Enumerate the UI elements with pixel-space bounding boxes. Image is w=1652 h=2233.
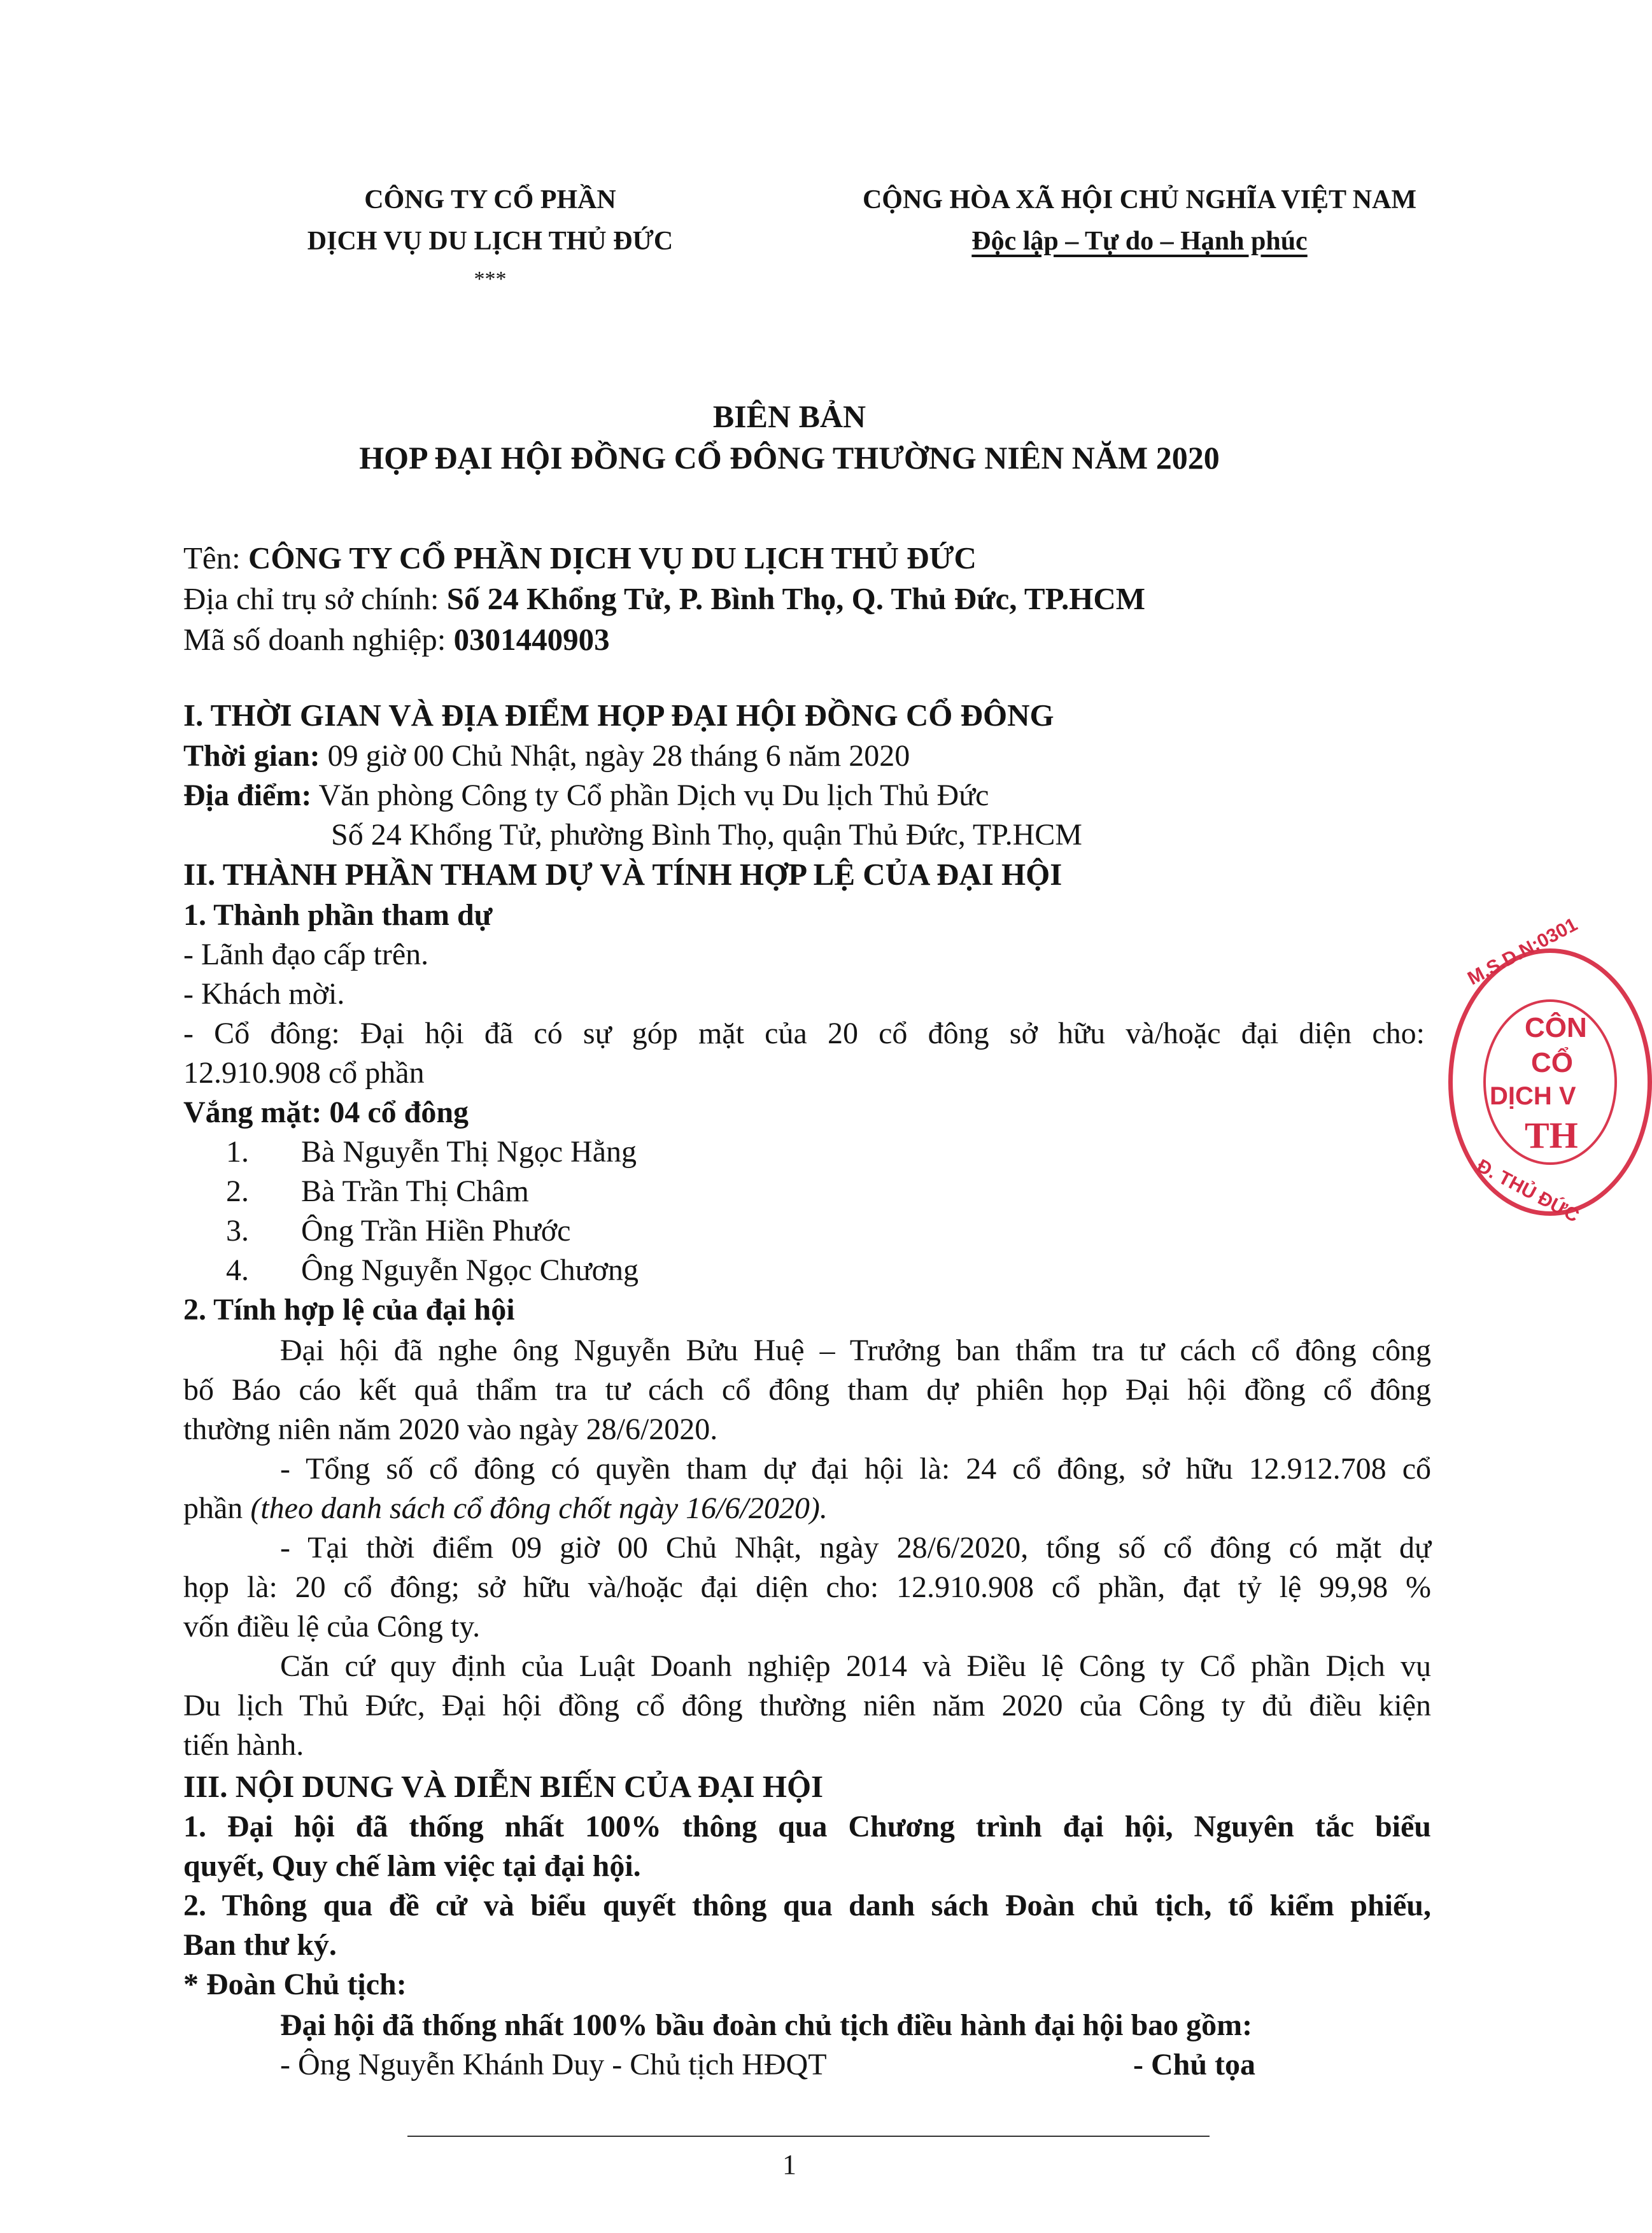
- section1-heading: I. THỜI GIAN VÀ ĐỊA ĐIỂM HỌP ĐẠI HỘI ĐỒNG CỔ ĐÔNG: [183, 698, 1054, 733]
- validity-paragraph-line: thường niên năm 2020 vào ngày 28/6/2020.: [183, 1412, 718, 1446]
- nation-name: CỘNG HÒA XÃ HỘI CHỦ NGHĨA VIỆT NAM: [862, 185, 1417, 215]
- section2-heading: II. THÀNH PHẦN THAM DỰ VÀ TÍNH HỢP LỆ CỦA ĐẠI HỘI: [183, 857, 1063, 892]
- total-shareholders-line2: [183, 1491, 828, 1526]
- company-name-line2: DỊCH VỤ DU LỊCH THỦ ĐỨC: [307, 227, 674, 256]
- presidium-member-role: - Chủ tọa: [1133, 2048, 1256, 2082]
- presidium-heading: * Đoàn Chủ tịch:: [183, 1968, 407, 2001]
- meeting-place-row: [183, 778, 989, 813]
- attendance-ratio-line: - Tại thời điểm 09 giờ 00 Chủ Nhật, ngày 28/6/2020, tổng số cổ đông có mặt dự: [280, 1531, 1431, 1565]
- absent-name: Ông Nguyễn Ngọc Chương: [301, 1253, 639, 1287]
- attendee-shareholders: - Cổ đông: Đại hội đã có sự góp mặt của 20 cổ đông sở hữu và/hoặc đại diện cho:: [183, 1017, 1425, 1050]
- attendee-leaders: - Lãnh đạo cấp trên.: [183, 938, 429, 971]
- meeting-address: Số 24 Khổng Tử, phường Bình Thọ, quận Thủ Đức, TP.HCM: [331, 818, 1082, 852]
- national-motto: Độc lập – Tự do – Hạnh phúc: [971, 227, 1308, 256]
- company-stars: ***: [474, 267, 507, 291]
- shareholder-list-note: (theo danh sách cổ đông chốt ngày 16/6/2020).: [250, 1491, 828, 1525]
- address-value: Số 24 Khổng Tử, P. Bình Thọ, Q. Thủ Đức, TP.HCM: [446, 581, 1146, 616]
- presidium-member: - Ông Nguyễn Khánh Duy - Chủ tịch HĐQT: [280, 2048, 827, 2082]
- election-line: 2. Thông qua đề cử và biểu quyết thông qua danh sách Đoàn chủ tịch, tổ kiểm phiếu,: [183, 1889, 1431, 1922]
- meeting-place-value: Văn phòng Công ty Cổ phần Dịch vụ Du lịch Thủ Đức: [311, 778, 989, 812]
- absent-name: Ông Trần Hiền Phước: [301, 1214, 571, 1248]
- company-name-value: CÔNG TY CỔ PHẦN DỊCH VỤ DU LỊCH THỦ ĐỨC: [248, 540, 977, 575]
- meeting-place-label: Địa điểm:: [183, 778, 312, 812]
- tax-code-value: 0301440903: [453, 622, 610, 657]
- total-shareholders-line: - Tổng số cổ đông có quyền tham dự đại hội là: 24 cổ đông, sở hữu 12.912.708 cổ: [280, 1452, 1431, 1486]
- meeting-time-label: Thời gian:: [183, 739, 320, 773]
- legal-basis-line: Du lịch Thủ Đức, Đại hội đồng cổ đông thường niên năm 2020 của Công ty đủ điều kiện: [183, 1689, 1431, 1722]
- legal-basis-line: tiến hành.: [183, 1728, 304, 1762]
- absent-name: Bà Trần Thị Châm: [301, 1174, 529, 1208]
- section3-heading: III. NỘI DUNG VÀ DIỄN BIẾN CỦA ĐẠI HỘI: [183, 1769, 824, 1804]
- company-name-line1: CÔNG TY CỔ PHẦN: [364, 185, 616, 215]
- seal-text-line: CÔN: [1525, 1012, 1587, 1043]
- footer-divider: [407, 2136, 1210, 2137]
- attendee-guests: - Khách mời.: [183, 977, 345, 1011]
- seal-arc-bottom: Đ. THỦ ĐỨC: [1473, 1155, 1583, 1227]
- absent-num: 4.: [226, 1253, 249, 1287]
- election-line2: Ban thư ký.: [183, 1928, 337, 1962]
- validity-paragraph-line: Đại hội đã nghe ông Nguyễn Bửu Huệ – Trưởng ban thẩm tra tư cách cổ đông công: [280, 1334, 1431, 1367]
- motto-wrapper: [821, 226, 1458, 257]
- agenda-approval-line2: quyết, Quy chế làm việc tại đại hội.: [183, 1849, 641, 1883]
- address-label: Địa chỉ trụ sở chính:: [183, 581, 447, 616]
- page-number: 1: [782, 2149, 796, 2180]
- absent-num: 3.: [226, 1214, 249, 1248]
- seal-arc-top: M.S.D.N:0301: [1464, 913, 1581, 990]
- absent-name: Bà Nguyễn Thị Ngọc Hằng: [301, 1135, 637, 1169]
- meeting-time-row: [183, 738, 910, 773]
- company-name-label: Tên:: [183, 540, 249, 575]
- absent-heading: Vắng mặt: 04 cổ đông: [183, 1095, 469, 1129]
- document-title: BIÊN BẢN: [712, 398, 866, 434]
- tax-code-label: Mã số doanh nghiệp:: [183, 622, 454, 657]
- document-subtitle: HỌP ĐẠI HỘI ĐỒNG CỔ ĐÔNG THƯỜNG NIÊN NĂM 2020: [359, 440, 1220, 475]
- address-row: [183, 581, 1145, 617]
- validity-paragraph-line: bố Báo cáo kết quả thẩm tra tư cách cổ đông tham dự phiên họp Đại hội đồng cổ đông: [183, 1373, 1431, 1407]
- attendance-heading: 1. Thành phần tham dự: [183, 898, 493, 932]
- attendance-ratio-line: vốn điều lệ của Công ty.: [183, 1610, 481, 1644]
- shares-word: phần: [183, 1491, 251, 1525]
- absent-num: 2.: [226, 1174, 249, 1208]
- validity-heading: 2. Tính hợp lệ của đại hội: [183, 1293, 515, 1327]
- absent-num: 1.: [226, 1135, 249, 1169]
- seal-text-line: CỔ: [1531, 1047, 1573, 1078]
- agenda-approval-line: 1. Đại hội đã thống nhất 100% thông qua Chương trình đại hội, Nguyên tắc biểu: [183, 1810, 1431, 1843]
- seal-text-line: DỊCH V: [1490, 1082, 1576, 1110]
- legal-basis-line: Căn cứ quy định của Luật Doanh nghiệp 2014 và Điều lệ Công ty Cổ phần Dịch vụ: [280, 1649, 1431, 1683]
- meeting-time-value: 09 giờ 00 Chủ Nhật, ngày 28 tháng 6 năm 2020: [320, 739, 910, 773]
- attendance-ratio-line: họp là: 20 cổ đông; sở hữu và/hoặc đại diện cho: 12.910.908 cổ phần, đạt tỷ lệ 99,98 %: [183, 1570, 1431, 1604]
- company-name-row: [183, 540, 977, 576]
- seal-text-line: TH: [1525, 1115, 1578, 1156]
- presidium-text: Đại hội đã thống nhất 100% bầu đoàn chủ tịch điều hành đại hội bao gồm:: [280, 2008, 1253, 2042]
- attendee-shares: 12.910.908 cổ phần: [183, 1056, 425, 1090]
- tax-code-row: [183, 621, 610, 658]
